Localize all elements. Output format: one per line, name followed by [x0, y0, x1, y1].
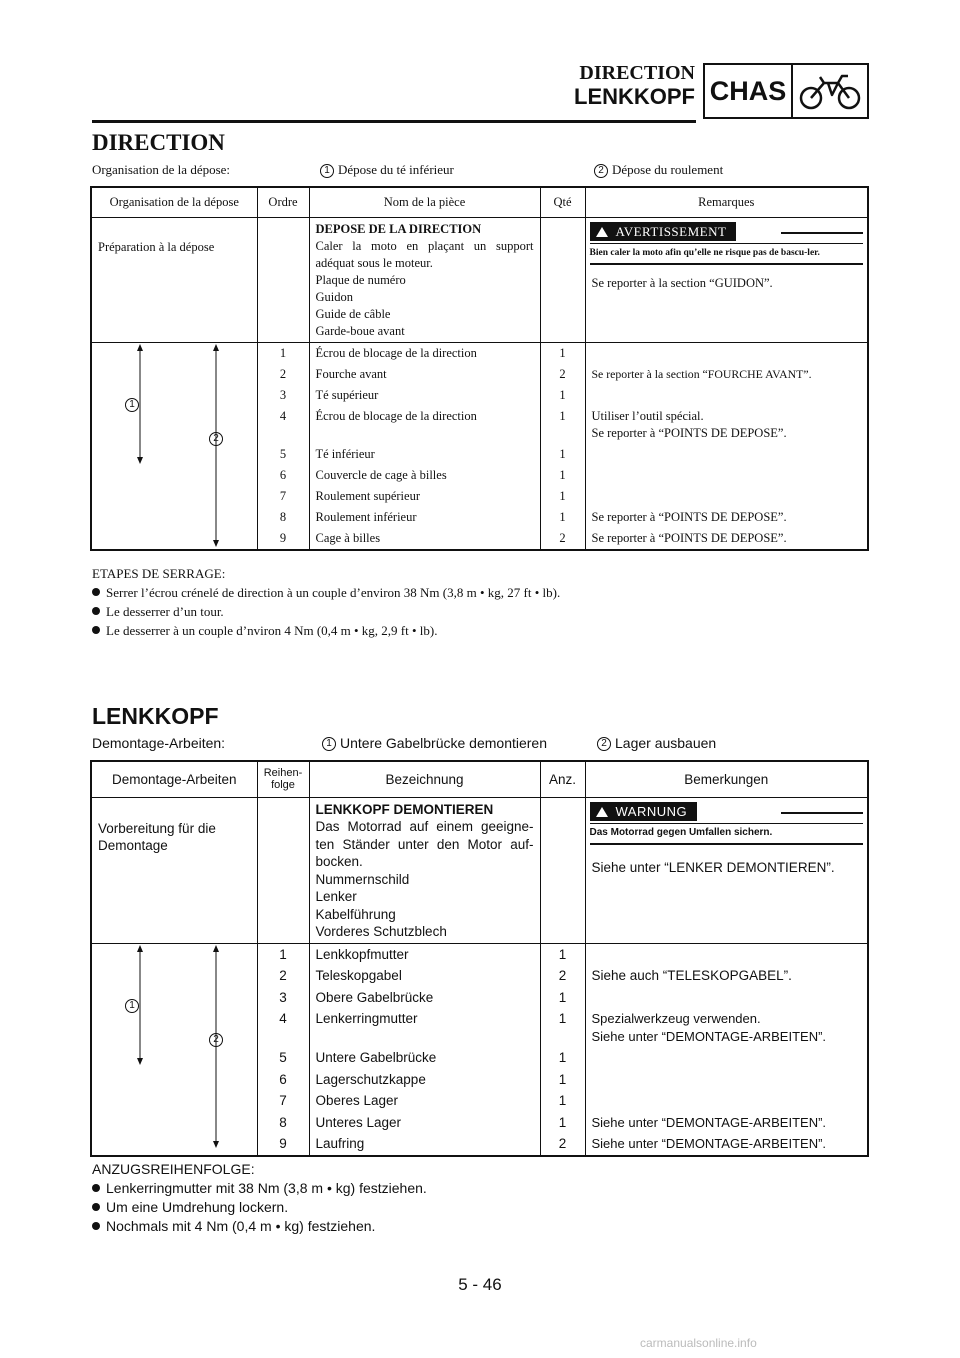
warning-rule	[781, 812, 863, 814]
prep-item: Das Motorrad auf einem geeigne-ten Ständer unter den Motor auf-bocken.	[315, 819, 534, 869]
col-header: Organisation de la dépose	[91, 187, 257, 217]
row-name: Té inférieur	[309, 444, 540, 465]
row-order: 9	[257, 528, 309, 550]
row-order: 4	[257, 406, 309, 444]
parts-table-fr	[90, 186, 869, 551]
row-order: 8	[257, 1112, 309, 1134]
step-item	[92, 1198, 872, 1217]
section-title-fr: DIRECTION	[92, 130, 225, 155]
row-order: 1	[257, 342, 309, 364]
warning-triangle-icon	[596, 227, 608, 237]
table-row	[91, 943, 868, 965]
prep-title: LENKKOPF DEMONTIEREN	[315, 801, 494, 817]
row-name: Roulement inférieur	[309, 507, 540, 528]
bullet-icon	[92, 626, 100, 634]
row-order: 2	[257, 965, 309, 987]
row-qty: 1	[540, 342, 585, 364]
row-order: 7	[257, 486, 309, 507]
row-name: Écrou de blocage de la direction	[309, 406, 540, 444]
row-name: Té supérieur	[309, 385, 540, 406]
col-header: Nom de la pièce	[309, 187, 540, 217]
row-order: 6	[257, 1069, 309, 1091]
row-qty: 1	[540, 507, 585, 528]
prep-item: Kabelführung	[315, 906, 396, 922]
row-order: 8	[257, 507, 309, 528]
row-remark: Siehe unter “DEMONTAGE-ARBEITEN”.	[585, 1112, 868, 1134]
row-qty: 2	[540, 1133, 585, 1156]
org-label-de: Demontage-Arbeiten:	[92, 735, 226, 751]
row-qty: 1	[540, 385, 585, 406]
row-remark	[585, 1090, 868, 1112]
header-rule	[92, 120, 696, 123]
marker-1-icon: 1	[320, 164, 334, 178]
step-item	[92, 602, 872, 621]
motorcycle-icon	[793, 65, 867, 117]
row-remark: Se reporter à la section “FOURCHE AVANT”.	[585, 364, 868, 385]
row-remark	[585, 486, 868, 507]
row-qty: 1	[540, 1090, 585, 1112]
row-remark: Spezialwerkzeug verwenden. Siehe unter “DEMONTAGE-ARBEITEN”.	[585, 1008, 868, 1047]
row-order: 6	[257, 465, 309, 486]
step-text: Um eine Umdrehung lockern.	[106, 1199, 289, 1215]
row-remark	[585, 444, 868, 465]
empty-cell	[257, 217, 309, 342]
row-order: 3	[257, 987, 309, 1009]
col-header: Qté	[540, 187, 585, 217]
step-text: Le desserrer d’un tour.	[106, 604, 224, 619]
warning-bottom-rule	[590, 263, 864, 265]
org-item-2-de-text: Lager ausbauen	[615, 735, 717, 751]
row-remark	[585, 385, 868, 406]
row-order: 5	[257, 1047, 309, 1069]
row-name: Unteres Lager	[309, 1112, 540, 1134]
steps-title: ETAPES DE SERRAGE:	[92, 566, 226, 581]
warning-text: Das Motorrad gegen Umfallen sichern.	[590, 823, 864, 840]
row-remark: Se reporter à “POINTS DE DEPOSE”.	[585, 507, 868, 528]
prep-remarks	[585, 217, 868, 342]
org-label-fr: Organisation de la dépose:	[92, 162, 231, 177]
sequence-diagram-de	[91, 943, 257, 1156]
row-order: 5	[257, 444, 309, 465]
warning-label: WARNUNG	[615, 803, 688, 819]
step-text: Nochmals mit 4 Nm (0,4 m • kg) festziehen.	[106, 1218, 376, 1234]
col-header: Ordre	[257, 187, 309, 217]
prep-row-de	[91, 797, 868, 943]
step-text: Lenkerringmutter mit 38 Nm (3,8 m • kg) festziehen.	[106, 1180, 427, 1196]
org-item-2-de	[597, 735, 716, 751]
warning-tag	[590, 222, 737, 241]
warning-bottom-rule	[590, 843, 864, 845]
section-title-de: LENKKOPF	[92, 703, 219, 729]
marker-2-icon: 2	[209, 1033, 223, 1047]
col-header: Reihen-folge	[257, 761, 309, 797]
row-name: Couvercle de cage à billes	[309, 465, 540, 486]
row-remark	[585, 1069, 868, 1091]
sequence-diagram-fr	[91, 342, 257, 550]
prep-row-fr	[91, 217, 868, 342]
row-qty: 1	[540, 406, 585, 444]
row-name: Lenkerringmutter	[309, 1008, 540, 1047]
parts-table-de	[90, 760, 869, 1157]
org-item-1-fr	[320, 162, 454, 178]
step-text: Le desserrer à un couple d’nviron 4 Nm (0,4 m • kg, 2,9 ft • lb).	[106, 623, 438, 638]
row-order: 2	[257, 364, 309, 385]
row-name: Fourche avant	[309, 364, 540, 385]
warning-label: AVERTISSEMENT	[615, 223, 727, 239]
step-item	[92, 583, 872, 602]
marker-2-icon: 2	[594, 164, 608, 178]
prep-label: Vorbereitung für die Demontage	[91, 797, 257, 943]
row-qty: 2	[540, 364, 585, 385]
row-qty: 2	[540, 965, 585, 987]
steps-title: ANZUGSREIHENFOLGE:	[92, 1161, 255, 1177]
row-remark: Siehe unter “DEMONTAGE-ARBEITEN”.	[585, 1133, 868, 1156]
empty-cell	[257, 797, 309, 943]
row-qty: 1	[540, 943, 585, 965]
step-item	[92, 621, 872, 640]
row-name: Laufring	[309, 1133, 540, 1156]
row-remark	[585, 987, 868, 1009]
row-qty: 1	[540, 465, 585, 486]
row-order: 7	[257, 1090, 309, 1112]
col-header: Demontage-Arbeiten	[91, 761, 257, 797]
row-qty: 1	[540, 444, 585, 465]
org-item-2-fr	[594, 162, 723, 178]
bullet-icon	[92, 1184, 100, 1192]
org-item-2-fr-text: Dépose du roulement	[612, 162, 724, 177]
watermark: carmanualsonline.info	[640, 1336, 757, 1350]
chapter-badge	[703, 63, 869, 119]
row-name: Oberes Lager	[309, 1090, 540, 1112]
marker-1-icon: 1	[125, 398, 139, 412]
row-remark: Utiliser l’outil spécial. Se reporter à “POINTS DE DEPOSE”.	[585, 406, 868, 444]
prep-parts	[309, 797, 540, 943]
row-name: Obere Gabelbrücke	[309, 987, 540, 1009]
prep-label: Préparation à la dépose	[91, 217, 257, 342]
prep-title: DEPOSE DE LA DIRECTION	[315, 221, 482, 236]
warning-triangle-icon	[596, 807, 608, 817]
col-header: Bezeichnung	[309, 761, 540, 797]
sequence-arrows-icon	[92, 343, 256, 548]
row-remark	[585, 465, 868, 486]
page-number: 5 - 46	[458, 1275, 502, 1294]
marker-2-icon: 2	[209, 432, 223, 446]
warning-box	[586, 798, 868, 854]
prep-item: Lenker	[315, 889, 357, 904]
prep-parts	[309, 217, 540, 342]
prep-item: Plaque de numéro	[315, 272, 406, 287]
col-header: Anz.	[540, 761, 585, 797]
prep-item: Vorderes Schutzblech	[315, 924, 447, 939]
warning-text: Bien caler la moto afin qu’elle ne risque pas de bascu-ler.	[590, 243, 864, 260]
row-name: Lagerschutzkappe	[309, 1069, 540, 1091]
empty-cell	[540, 217, 585, 342]
header-title-fr: DIRECTION	[579, 62, 695, 84]
row-qty: 2	[540, 528, 585, 550]
marker-1-icon: 1	[125, 999, 139, 1013]
row-qty: 1	[540, 1047, 585, 1069]
marker-2-icon: 2	[597, 737, 611, 751]
step-item	[92, 1179, 872, 1198]
row-order: 3	[257, 385, 309, 406]
tightening-steps-fr	[92, 564, 872, 640]
prep-item: Caler la moto en plaçant un support adéquat sous le moteur.	[315, 238, 534, 270]
sequence-arrows-icon	[92, 944, 256, 1149]
row-name: Cage à billes	[309, 528, 540, 550]
row-remark: Se reporter à “POINTS DE DEPOSE”.	[585, 528, 868, 550]
col-header: Bemerkungen	[585, 761, 868, 797]
col-header: Remarques	[585, 187, 868, 217]
chapter-badge-label: CHAS	[705, 65, 793, 117]
prep-item: Guidon	[315, 289, 353, 304]
warning-rule	[781, 232, 863, 234]
row-remark: Siehe auch “TELESKOPGABEL”.	[585, 965, 868, 987]
row-qty: 1	[540, 486, 585, 507]
header-title-de: LENKKOPF	[574, 84, 695, 109]
org-item-1-de-text: Untere Gabelbrücke demontieren	[340, 735, 548, 751]
row-name: Roulement supérieur	[309, 486, 540, 507]
step-item	[92, 1217, 872, 1236]
row-name: Untere Gabelbrücke	[309, 1047, 540, 1069]
row-name: Teleskopgabel	[309, 965, 540, 987]
warning-box	[586, 218, 868, 273]
row-name: Écrou de blocage de la direction	[309, 342, 540, 364]
prep-item: Nummernschild	[315, 871, 410, 887]
row-qty: 1	[540, 1008, 585, 1047]
prep-item: Guide de câble	[315, 306, 391, 321]
table-header-de	[91, 761, 868, 797]
row-order: 9	[257, 1133, 309, 1156]
bullet-icon	[92, 607, 100, 615]
row-name: Lenkkopfmutter	[309, 943, 540, 965]
row-remark	[585, 1047, 868, 1069]
prep-remarks	[585, 797, 868, 943]
bullet-icon	[92, 1222, 100, 1230]
bullet-icon	[92, 1203, 100, 1211]
row-remark	[585, 342, 868, 364]
table-header-fr	[91, 187, 868, 217]
table-row	[91, 342, 868, 364]
row-remark	[585, 943, 868, 965]
org-item-1-de	[322, 735, 547, 751]
row-order: 1	[257, 943, 309, 965]
empty-cell	[540, 797, 585, 943]
tightening-steps-de	[92, 1160, 872, 1236]
bullet-icon	[92, 588, 100, 596]
warning-tag	[590, 802, 698, 822]
row-qty: 1	[540, 987, 585, 1009]
prep-remark: Siehe unter “LENKER DEMONTIEREN”.	[591, 860, 835, 875]
marker-1-icon: 1	[322, 737, 336, 751]
prep-remark: Se reporter à la section “GUIDON”.	[591, 275, 773, 290]
row-qty: 1	[540, 1069, 585, 1091]
org-item-1-fr-text: Dépose du té inférieur	[338, 162, 454, 177]
prep-item: Garde-boue avant	[315, 323, 405, 338]
row-qty: 1	[540, 1112, 585, 1134]
step-text: Serrer l’écrou crénelé de direction à un couple d’environ 38 Nm (3,8 m • kg, 27 ft • lb).	[106, 585, 561, 600]
row-order: 4	[257, 1008, 309, 1047]
